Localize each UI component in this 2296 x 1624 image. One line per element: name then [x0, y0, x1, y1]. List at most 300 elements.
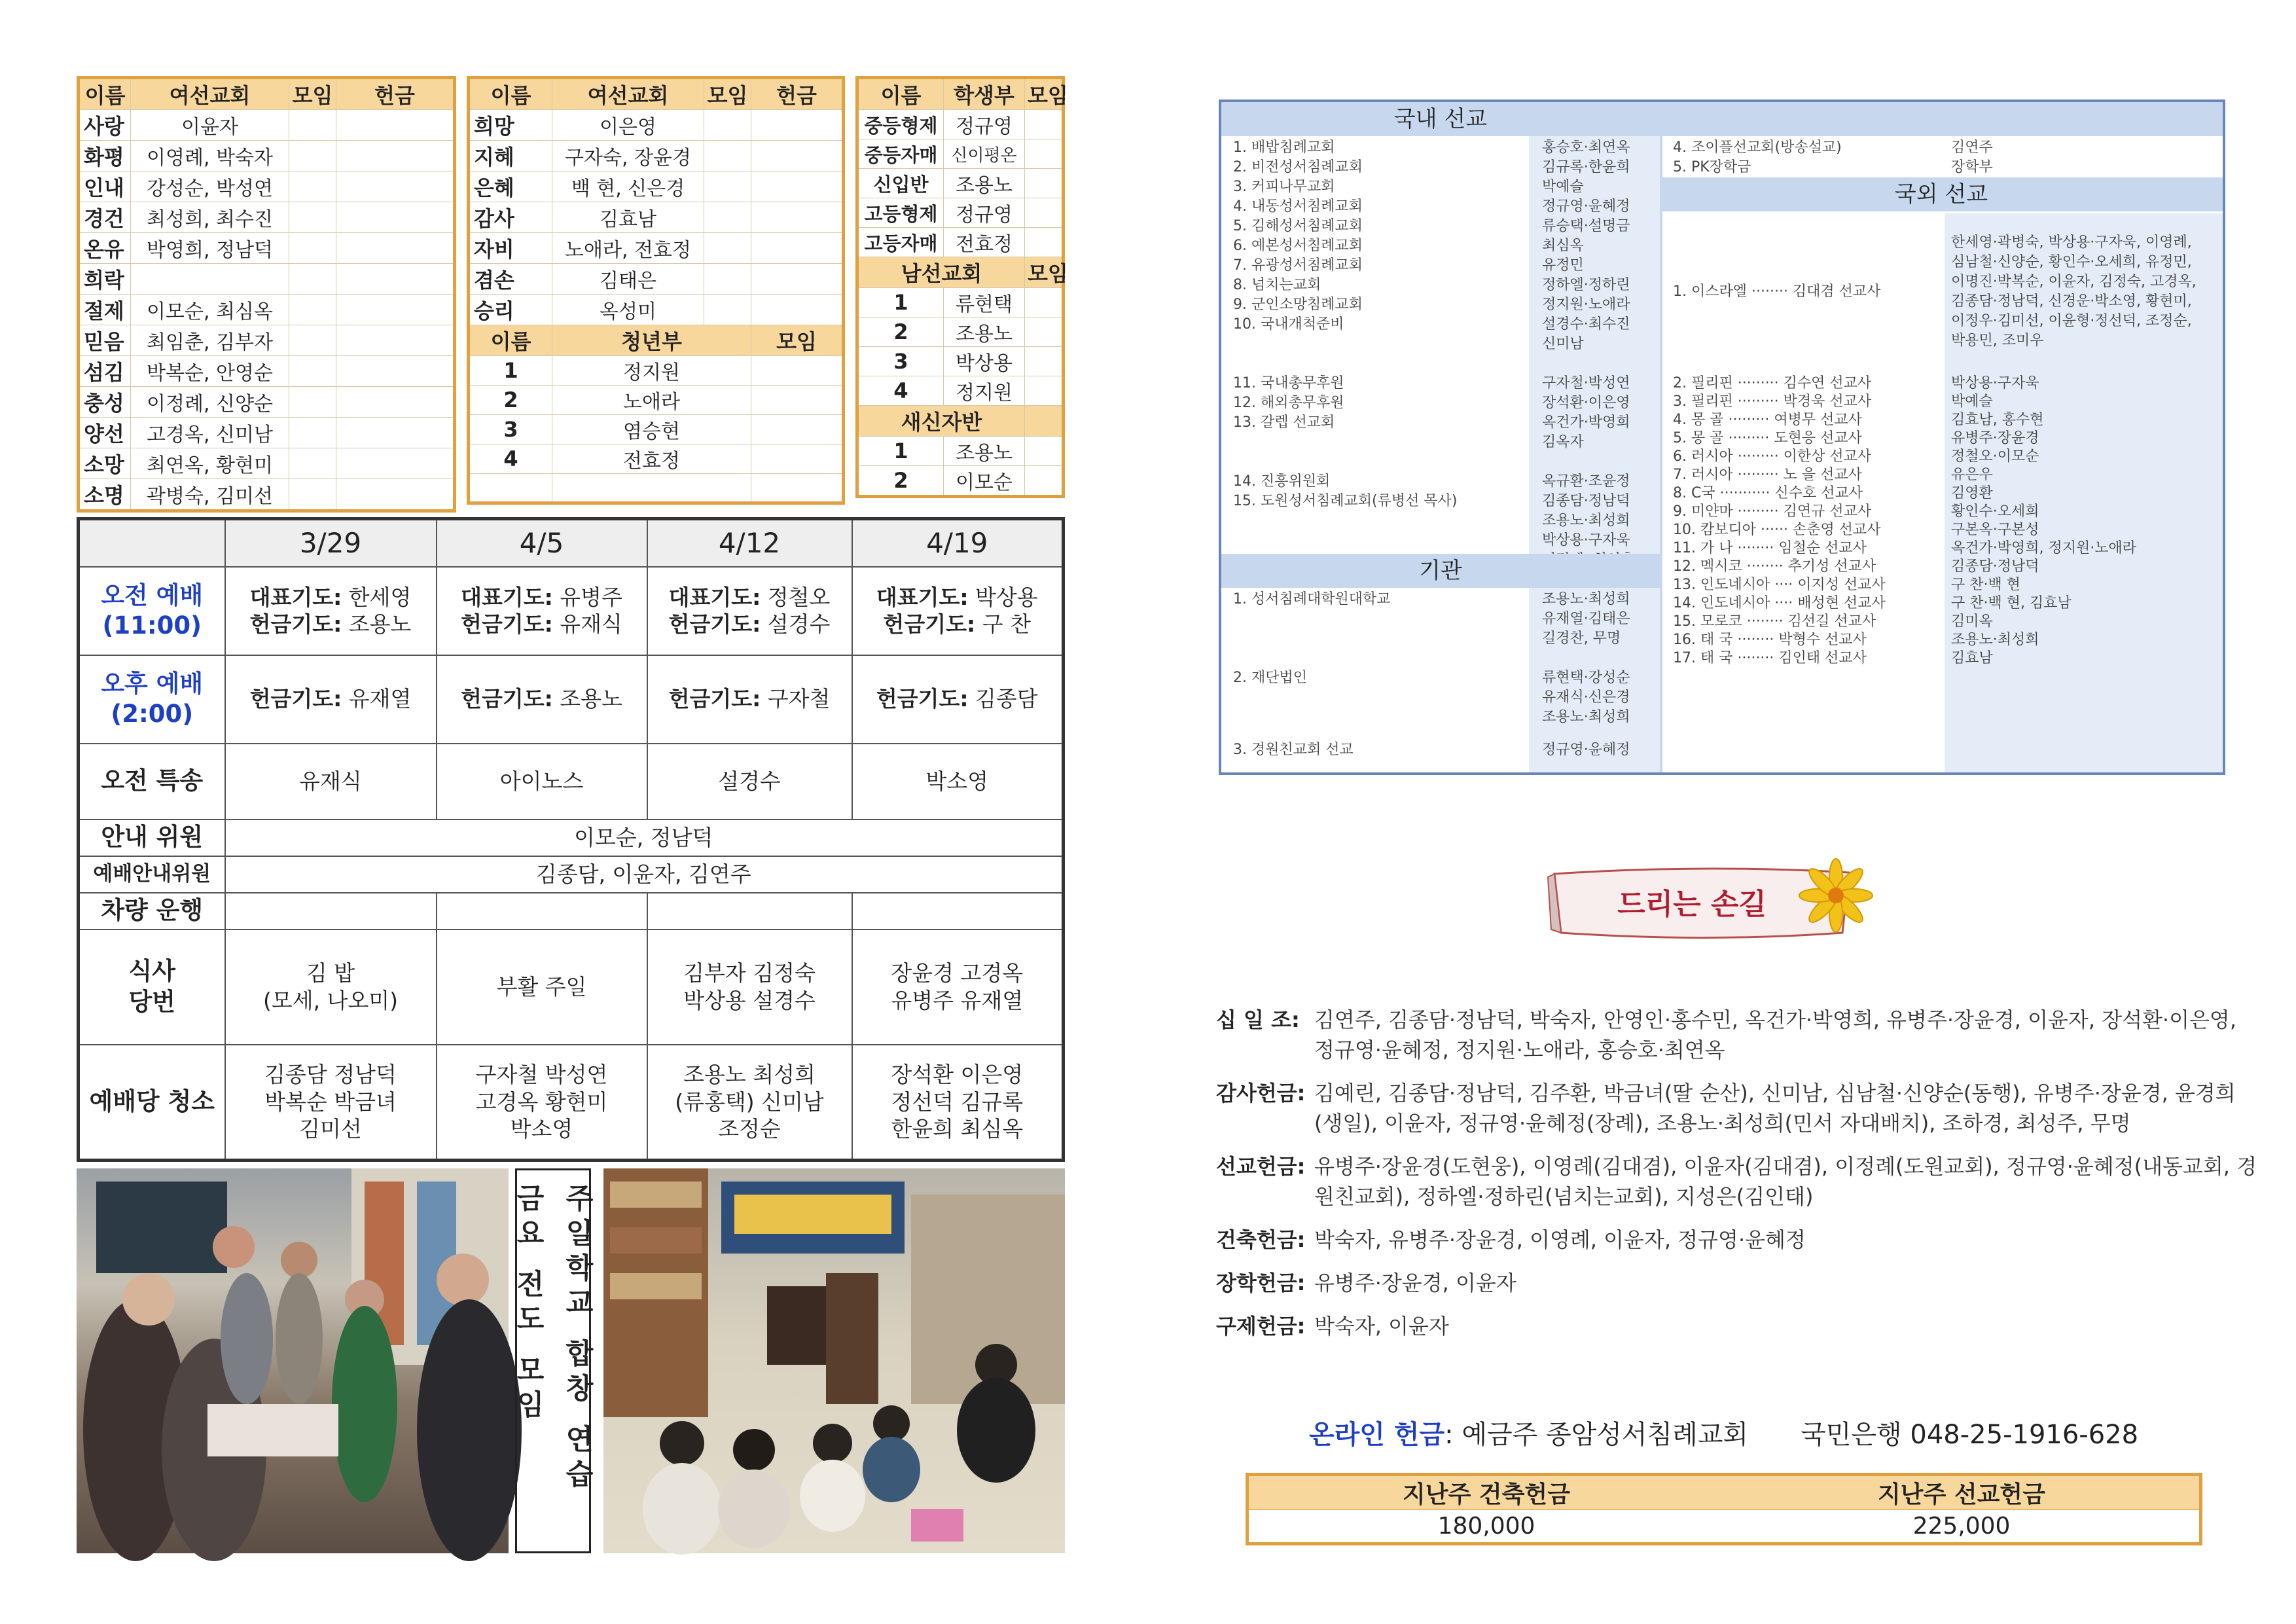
representative-prayer [857, 584, 1058, 611]
off-name: 구자철 [767, 686, 831, 712]
meeting-cell [751, 415, 844, 444]
student-row [857, 139, 1064, 169]
rep-label: 대표기도: [876, 584, 969, 610]
off-label: 헌금기도: [668, 611, 761, 637]
car-cell [852, 893, 1064, 929]
institution-supporters: 길경찬, 무명 [1542, 630, 1621, 647]
domestic-supporters: 김종담·정남덕 [1542, 493, 1630, 509]
student-teacher: 전효정 [944, 228, 1025, 257]
am-prayer-cell [225, 567, 437, 655]
photo-sunday-school-image [603, 1168, 1065, 1553]
domestic-supporters: 조용노·최성희 [1542, 513, 1630, 529]
domestic-supporters: 옥건가·박영희 [1542, 414, 1630, 431]
table-row [469, 110, 844, 141]
table-header-row [469, 78, 844, 110]
off-label: 헌금기도: [249, 686, 342, 712]
offering-label: 장학헌금: [1216, 1271, 1306, 1295]
group-name: 은혜 [469, 171, 552, 202]
mission-offering-label: 지난주 선교헌금 [1724, 1475, 2201, 1510]
youth-number: 2 [469, 386, 552, 415]
institution-supporters: 조용노·최성희 [1542, 709, 1630, 725]
offering-entry [1216, 1005, 2237, 1065]
youth-number: 1 [469, 356, 552, 386]
youth-number: 4 [469, 444, 552, 474]
date-header: 3/29 [225, 519, 437, 567]
extra-support-name: 5. PK장학금 [1673, 159, 1751, 175]
men-row [857, 317, 1064, 347]
off-name: 유재식 [560, 611, 622, 637]
men-header-row [857, 257, 1064, 288]
offering-cell [336, 171, 455, 202]
overseas-missionary: 13. 인도네시아 ···· 이지성 선교사 [1673, 577, 1886, 593]
overseas-supporters: 김영환 [1951, 485, 1993, 501]
overseas-missionary: 2. 필리핀 ········· 김수연 선교사 [1673, 375, 1872, 391]
student-class: 중등자매 [857, 139, 944, 169]
group-name: 겸손 [469, 264, 552, 295]
offering-banner [1541, 861, 1882, 946]
column-header: 청년부 [552, 325, 751, 356]
overseas-supporters: 김효남, 홍수현 [1951, 412, 2044, 428]
group-members: 이정례, 신양순 [131, 387, 289, 418]
table-row [469, 171, 844, 202]
group-members: 박복순, 안영순 [131, 356, 289, 387]
photo-sunday-school [603, 1168, 1065, 1553]
date-header: 4/12 [647, 519, 852, 567]
overseas-missionary: 14. 인도네시아 ···· 배성현 선교사 [1673, 595, 1886, 611]
car-cell [647, 893, 852, 929]
offering-label-text: 장학헌금 [1216, 1271, 1297, 1295]
group-name: 절제 [79, 295, 131, 325]
institution-supporters: 정규영·윤혜정 [1542, 742, 1630, 758]
cleaning-line: 조용노 최성희 [683, 1062, 816, 1088]
meal-duty-cell [647, 929, 852, 1045]
guide-value: 이모순, 정남덕 [225, 820, 1064, 856]
meeting-cell [704, 202, 751, 233]
institution-name: 3. 경원친교회 선교 [1233, 742, 1354, 758]
offering-cell [336, 141, 455, 171]
overseas-missionary: 12. 멕시코 ········ 추기성 선교사 [1673, 558, 1876, 575]
meeting-cell [1025, 198, 1064, 228]
table-row [79, 479, 455, 511]
group-name: 인내 [79, 171, 131, 202]
pm-prayer-cell [852, 655, 1064, 744]
building-offering-value: 180,000 [1247, 1510, 1725, 1544]
youth-row [469, 386, 844, 415]
schedule-corner [79, 519, 225, 567]
off-label: 헌금기도: [883, 611, 976, 637]
domestic-supporters: 김규록·한윤희 [1542, 159, 1630, 175]
extra-support-name: 4. 조이플선교회(방송설교) [1673, 139, 1842, 156]
offering-cell [751, 141, 844, 171]
offering-names: 김예린, 김종담·정남덕, 김주환, 박금녀(딸 순산), 신미남, 심남철·신양순(동행), 유병주·장윤경, 윤경희 [1314, 1081, 2236, 1106]
group-name: 자비 [469, 233, 552, 264]
youth-member: 노애라 [552, 386, 751, 415]
meal-duty-line: 김 밥 [306, 960, 355, 986]
offering-label: 감사헌금: [1216, 1081, 1306, 1106]
online-offering [1309, 1414, 2225, 1451]
offering-label: 건축헌금: [1216, 1227, 1306, 1252]
cleaning-line: 구자철 박성연 [475, 1062, 608, 1088]
car-label: 차량 운행 [79, 893, 225, 929]
women-mission-table-1 [77, 76, 456, 513]
column-header: 모임 [1025, 78, 1064, 110]
meeting-cell [704, 171, 751, 202]
table-row [79, 141, 455, 171]
youth-row [469, 415, 844, 444]
table-row [79, 325, 455, 356]
meal-duty-cell [437, 929, 647, 1045]
domestic-title: 국내 선교 [1221, 102, 1660, 136]
group-name: 믿음 [79, 325, 131, 356]
offering-cell [336, 387, 455, 418]
table-header-row [79, 78, 455, 110]
domestic-supporters: 장석환·이은영 [1542, 395, 1630, 411]
men-mission-header: 남선교회 [857, 257, 1025, 288]
student-row [857, 110, 1064, 139]
youth-number: 3 [469, 415, 552, 444]
domestic-church: 3. 커피나무교회 [1233, 179, 1335, 195]
domestic-supporters: 박예슬 [1542, 179, 1584, 195]
overseas-missionary: 10. 캄보디아 ······ 손춘영 선교사 [1673, 522, 1881, 538]
domestic-church: 10. 국내개척준비 [1233, 316, 1344, 333]
group-members: 최임춘, 김부자 [131, 325, 289, 356]
rep-label: 대표기도: [249, 584, 342, 610]
offering-prayer [441, 611, 643, 638]
men-number: 1 [857, 288, 944, 317]
meeting-cell [1025, 169, 1064, 198]
off-name: 김종담 [975, 686, 1038, 712]
special-song-cell: 설경수 [647, 744, 852, 820]
off-label: 헌금기도: [876, 686, 969, 712]
offering-label-text: 선교헌금 [1216, 1154, 1297, 1179]
pm-prayer-cell [225, 655, 437, 744]
usher-label: 예배안내위원 [79, 856, 225, 893]
institution-name: 1. 성서침례대학원대학교 [1233, 591, 1391, 607]
table-row [79, 233, 455, 264]
meal-duty-cell [225, 929, 437, 1045]
overseas-missionary: 3. 필리핀 ········· 박경욱 선교사 [1673, 393, 1872, 410]
group-name: 경건 [79, 202, 131, 233]
domestic-church: 4. 내동성서침례교회 [1233, 198, 1363, 215]
meal-duty-label: 식사 당번 [79, 929, 225, 1045]
institution-supporters: 조용노·최성희 [1542, 591, 1630, 607]
overseas-supporters: 김미옥 [1951, 613, 1993, 630]
column-header: 여선교회 [131, 78, 289, 110]
men-member: 류현택 [944, 288, 1025, 317]
column-header: 모임 [289, 78, 336, 110]
domestic-church: 5. 김해성서침례교회 [1233, 218, 1363, 234]
cleaning-line: 김종담 정남덕 [264, 1062, 397, 1088]
domestic-supporters: 정규영·윤혜정 [1542, 198, 1630, 215]
cleaning-label: 예배당 청소 [79, 1045, 225, 1161]
column-header: 이름 [79, 78, 131, 110]
overseas-supporters: 구 찬·백 현 [1951, 577, 2020, 593]
group-members: 옥성미 [552, 295, 704, 325]
offering-names: 유병주·장윤경(도현웅), 이영례(김대겸), 이윤자(김대겸), 이정례(도원교회), 정규영·윤혜정(내동교회, 경 [1314, 1154, 2257, 1179]
group-name: 섬김 [79, 356, 131, 387]
group-members: 노애라, 전효정 [552, 233, 704, 264]
table-row [79, 264, 455, 295]
meeting-cell [289, 264, 336, 295]
off-label: 헌금기도: [249, 611, 342, 637]
special-song-cell: 유재식 [225, 744, 437, 820]
offering-prayer [230, 611, 432, 638]
domestic-supporters: 정하엘·정하린 [1542, 277, 1630, 293]
group-members: 김태은 [552, 264, 704, 295]
offering-names: 원친교회), 정하엘·정하린(넘치는교회), 지성은(김인태) [1314, 1184, 1814, 1209]
youth-member: 정지원 [552, 356, 751, 386]
am-prayer-cell [647, 567, 852, 655]
domestic-supporters: 류승택·설명금 [1542, 218, 1630, 234]
group-name: 양선 [79, 418, 131, 448]
table-row [79, 202, 455, 233]
meeting-cell [751, 386, 844, 415]
usher-value: 김종담, 이윤자, 김연주 [225, 856, 1064, 893]
special-song-cell: 박소영 [852, 744, 1064, 820]
cleaning-line: 한윤희 최심옥 [891, 1115, 1024, 1142]
domestic-church: 9. 군인소망침례교회 [1233, 297, 1363, 313]
group-members: 백 현, 신은경 [552, 171, 704, 202]
group-members: 강성순, 박성연 [131, 171, 289, 202]
newcomer-number: 1 [857, 437, 944, 466]
institution-supporters: 유재식·신은경 [1542, 689, 1630, 706]
offering-prayer [441, 685, 643, 712]
domestic-supporters: 옥규환·조윤정 [1542, 473, 1630, 490]
group-name: 희망 [469, 110, 552, 141]
offering-prayer [857, 611, 1058, 638]
cleaning-line: 박복순 박금녀 [264, 1089, 397, 1115]
newcomer-header: 새신자반 [857, 406, 1025, 437]
newcomer-row [857, 437, 1064, 466]
special-song-label: 오전 특송 [79, 744, 225, 820]
building-offering-label: 지난주 건축헌금 [1247, 1475, 1725, 1510]
offering-names: (생일), 이윤자, 정규영·윤혜정(장례), 조용노·최성희(민서 자대배치), 조하경, 최성주, 무명 [1314, 1111, 2131, 1136]
domestic-supporters: 박상용·구자욱 [1542, 532, 1630, 549]
empty-cell [751, 474, 844, 503]
offering-label-text: 십 일 조 [1216, 1007, 1292, 1032]
overseas-israel-support [1951, 233, 2219, 351]
men-number: 4 [857, 376, 944, 406]
offering-cell [336, 264, 455, 295]
off-name: 조용노 [560, 686, 622, 712]
empty-cell [1025, 406, 1064, 437]
online-holder: 예금주 종암성서침례교회 [1462, 1420, 1749, 1450]
offering-label-text: 건축헌금 [1216, 1227, 1297, 1252]
column-header: 이름 [469, 78, 552, 110]
men-row [857, 347, 1064, 376]
overseas-missionary: 4. 몽 골 ········· 여병무 선교사 [1673, 412, 1862, 428]
meeting-cell [1025, 347, 1064, 376]
table-row [79, 110, 455, 141]
car-cell [437, 893, 647, 929]
meeting-cell [704, 233, 751, 264]
offering-cell [336, 418, 455, 448]
offering-names: 김연주, 김종담·정남덕, 박숙자, 안영인·홍수민, 옥건가·박영희, 유병주·장윤경, 이윤자, 장석환·이은영, [1314, 1007, 2237, 1032]
group-members: 고경옥, 신미남 [131, 418, 289, 448]
student-class: 고등형제 [857, 198, 944, 228]
column-header: 학생부 [944, 78, 1025, 110]
meal-duty-cell [852, 929, 1064, 1045]
off-name: 설경수 [767, 611, 831, 637]
meeting-cell [289, 295, 336, 325]
overseas-support-line: 심남철·신양순, 황인수·오세희, 유정민, [1951, 254, 2192, 270]
student-mens-table [855, 76, 1068, 498]
group-members: 이윤자 [131, 110, 289, 141]
am-service-label: 오전 예배 (11:00) [79, 567, 225, 655]
worship-schedule-table [77, 517, 1065, 1162]
guide-label: 안내 위원 [79, 820, 225, 856]
overseas-supporters: 구본옥·구본성 [1951, 522, 2039, 538]
photo-caption [512, 1168, 594, 1553]
empty-cell [469, 474, 552, 503]
rep-name: 한세영 [348, 584, 412, 610]
offering-cell [336, 325, 455, 356]
offering-label: 선교헌금: [1216, 1154, 1306, 1179]
women-mission-table-2 [467, 76, 845, 505]
table-row [469, 141, 844, 171]
overseas-missionary: 6. 러시아 ········· 이한상 선교사 [1673, 448, 1872, 465]
representative-prayer [230, 584, 432, 611]
table-row [469, 264, 844, 295]
overseas-support-line: 박용민, 조미우 [1951, 333, 2044, 349]
group-name: 충성 [79, 387, 131, 418]
domestic-church: 15. 도원성서침례교회(류병선 목사) [1233, 493, 1458, 509]
cleaning-line: 정선덕 김규록 [891, 1089, 1024, 1115]
student-row [857, 198, 1064, 228]
photo-friday-evangelism-image [77, 1168, 509, 1553]
off-label: 헌금기도: [461, 686, 553, 712]
meeting-cell [289, 387, 336, 418]
cleaning-line: 장석환 이은영 [891, 1062, 1024, 1088]
newcomer-header-row [857, 406, 1064, 437]
domestic-church: 7. 유광성서침례교회 [1233, 257, 1363, 274]
group-name: 승리 [469, 295, 552, 325]
pm-prayer-cell [437, 655, 647, 744]
meeting-cell [289, 325, 336, 356]
domestic-church: 12. 해외총무후원 [1233, 395, 1344, 411]
overseas-supporters: 옥건가·박영희, 정지원·노애라 [1951, 540, 2136, 556]
domestic-supporters: 신미남 [1542, 336, 1584, 352]
photo-friday-evangelism [77, 1168, 509, 1553]
am-prayer-cell [437, 567, 647, 655]
meeting-cell [751, 356, 844, 386]
student-teacher: 정규영 [944, 198, 1025, 228]
domestic-supporters: 최심옥 [1542, 238, 1584, 254]
student-row [857, 228, 1064, 257]
youth-row [469, 444, 844, 474]
domestic-church: 8. 넘치는교회 [1233, 277, 1321, 293]
domestic-title-extension [1660, 102, 2223, 136]
overseas-supporters: 김종담·정남덕 [1951, 558, 2039, 575]
offering-cell [336, 479, 455, 511]
offering-label: 구제헌금: [1216, 1314, 1306, 1339]
column-header: 헌금 [751, 78, 844, 110]
column-header: 모임 [1025, 257, 1064, 288]
column-header: 이름 [857, 78, 944, 110]
student-class: 고등자매 [857, 228, 944, 257]
offering-entry [1216, 1225, 2231, 1255]
cleaning-line: 김미선 [299, 1115, 362, 1142]
offering-entry [1216, 1311, 2231, 1341]
overseas-missionary: 5. 몽 골 ········· 도현응 선교사 [1673, 430, 1862, 446]
youth-member: 전효정 [552, 444, 751, 474]
meeting-cell [1025, 437, 1064, 466]
overseas-first [1673, 233, 2216, 377]
offering-cell [336, 448, 455, 479]
offering-cell [336, 295, 455, 325]
special-song-cell: 아이노스 [437, 744, 647, 820]
offering-cell [336, 202, 455, 233]
student-teacher: 정규영 [944, 110, 1025, 139]
overseas-supporters: 정철오·이모순 [1951, 448, 2039, 465]
online-account: 국민은행 048-25-1916-628 [1801, 1420, 2139, 1450]
offering-cell [751, 171, 844, 202]
rep-name: 유병주 [560, 584, 622, 610]
offering-names: 박숙자, 유병주·장윤경, 이영례, 이윤자, 정규영·윤혜정 [1314, 1227, 1806, 1252]
offering-names: 박숙자, 이윤자 [1314, 1314, 1449, 1339]
meeting-cell [1025, 288, 1064, 317]
institution-name: 2. 재단법인 [1233, 670, 1307, 686]
car-cell [225, 893, 437, 929]
meeting-cell [1025, 110, 1064, 139]
online-label: 온라인 헌금 [1309, 1420, 1445, 1450]
group-name: 지혜 [469, 141, 552, 171]
table-row [469, 474, 844, 503]
domestic-church: 6. 예본성서침례교회 [1233, 238, 1363, 254]
overseas-supporters: 구 찬·백 현, 김효남 [1951, 595, 2072, 611]
group-name: 화평 [79, 141, 131, 171]
meeting-cell [289, 479, 336, 511]
last-week-offering-table [1246, 1473, 2202, 1545]
banner-title: 드리는 손길 [1617, 888, 1767, 921]
overseas-title: 국외 선교 [1660, 177, 2223, 211]
group-members: 이영례, 박숙자 [131, 141, 289, 171]
column-header: 여선교회 [552, 78, 704, 110]
offering-label: 십 일 조: [1216, 1007, 1300, 1032]
meeting-cell [289, 110, 336, 141]
meeting-cell [1025, 376, 1064, 406]
offering-prayer [857, 685, 1058, 712]
newcomer-member: 조용노 [944, 437, 1025, 466]
overseas-supporters: 유은우 [1951, 467, 1993, 483]
table-row [79, 356, 455, 387]
off-name: 구 찬 [982, 611, 1031, 637]
table-row [79, 387, 455, 418]
institution-supporters: 유재열·김태은 [1542, 611, 1630, 627]
overseas-missionary: 7. 러시아 ········· 노 을 선교사 [1673, 467, 1862, 483]
overseas-missionary: 9. 미얀마 ········· 김연규 선교사 [1673, 503, 1872, 520]
domestic-church: 2. 비전성서침례교회 [1233, 159, 1363, 175]
overseas-supporters: 황인수·오세희 [1951, 503, 2039, 520]
caption-friday-evangelism: 금요 전도 모임 [512, 1183, 545, 1424]
cleaning-cell [647, 1045, 852, 1161]
cleaning-line: (류홍택) 신미남 [675, 1089, 824, 1115]
domestic-supporters: 홍승호·최연옥 [1542, 139, 1630, 156]
offering-list [1216, 1005, 2257, 1354]
group-members: 구자숙, 장윤경 [552, 141, 704, 171]
overseas-missionary: 8. C국 ··········· 신수호 선교사 [1673, 485, 1863, 501]
off-name: 조용노 [348, 611, 412, 637]
table-row [79, 418, 455, 448]
meeting-cell [704, 264, 751, 295]
domestic-supporters: 설경수·최수진 [1542, 316, 1630, 333]
column-header: 모임 [751, 325, 844, 356]
overseas-support-line: 이명진·박복순, 이윤자, 김정숙, 고경옥, [1951, 274, 2197, 290]
group-name: 감사 [469, 202, 552, 233]
domestic-supporters: 김옥자 [1542, 434, 1584, 450]
representative-prayer [441, 584, 643, 611]
extra-support-value: 김연주 [1951, 139, 1993, 156]
